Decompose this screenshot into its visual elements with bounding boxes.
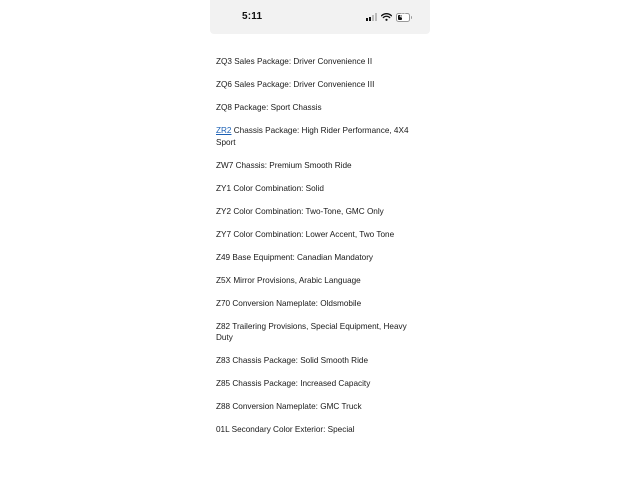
option-code: Z70 [216, 298, 231, 308]
option-description: Chassis Package: High Rider Performance, 4X4 Sport [216, 126, 409, 147]
option-code: Z83 [216, 356, 231, 365]
list-item [216, 160, 416, 172]
status-icons [366, 12, 410, 22]
option-code: ZQ3 [216, 57, 232, 66]
option-code-link[interactable]: ZR2 [216, 126, 232, 135]
battery-level: 40 [399, 13, 407, 20]
option-description: Chassis Package: Increased Capacity [232, 379, 371, 388]
list-item [216, 79, 416, 91]
list-item [216, 252, 416, 264]
signal-icon [366, 13, 377, 21]
option-description: Package: Sport Chassis [234, 103, 322, 112]
battery-icon [396, 13, 410, 22]
option-description: Base Equipment: Canadian Mandatory [232, 252, 374, 262]
option-code: ZW7 [216, 160, 234, 170]
phone-screen [210, 0, 430, 480]
option-description: Conversion Nameplate: GMC Truck [232, 402, 362, 411]
status-bar [210, 0, 430, 34]
option-description: Trailering Provisions, Special Equipment, Heavy Duty [216, 321, 407, 342]
option-description: Conversion Nameplate: Oldsmobile [232, 298, 362, 308]
list-item [216, 125, 416, 148]
option-description: Mirror Provisions, Arabic Language [233, 275, 361, 285]
wifi-icon [381, 13, 392, 21]
option-description: Sales Package: Driver Convenience II [234, 57, 373, 66]
list-item [216, 206, 416, 218]
list-item [216, 275, 416, 287]
option-code: Z5X [216, 275, 232, 285]
status-time: 5:11 [242, 11, 263, 22]
option-description: Sales Package: Driver Convenience III [234, 80, 375, 89]
option-code: 01L [216, 425, 230, 434]
option-description: Color Combination: Lower Accent, Two Tone [233, 229, 395, 239]
list-item [216, 102, 416, 114]
battery-cap [411, 16, 413, 19]
list-item [216, 183, 416, 195]
option-code: ZY1 [216, 183, 232, 193]
list-item [216, 355, 416, 367]
option-code: Z49 [216, 252, 231, 262]
option-code: Z82 [216, 321, 231, 331]
option-description: Chassis: Premium Smooth Ride [235, 160, 352, 170]
list-item [216, 298, 416, 310]
list-item [216, 229, 416, 241]
list-item [216, 401, 416, 413]
list-item [216, 378, 416, 390]
option-code: ZY7 [216, 229, 232, 239]
option-code: ZQ6 [216, 80, 232, 89]
list-item [216, 424, 416, 436]
list-item [216, 56, 416, 68]
option-code: Z85 [216, 379, 231, 388]
option-description: Secondary Color Exterior: Special [231, 425, 355, 434]
list-item [216, 321, 416, 344]
option-code: ZY2 [216, 206, 232, 216]
option-code: ZQ8 [216, 103, 232, 112]
option-description: Color Combination: Solid [233, 183, 324, 193]
option-code-list [216, 56, 416, 447]
option-description: Color Combination: Two-Tone, GMC Only [233, 206, 384, 216]
option-description: Chassis Package: Solid Smooth Ride [232, 356, 369, 365]
option-code: Z88 [216, 402, 231, 411]
